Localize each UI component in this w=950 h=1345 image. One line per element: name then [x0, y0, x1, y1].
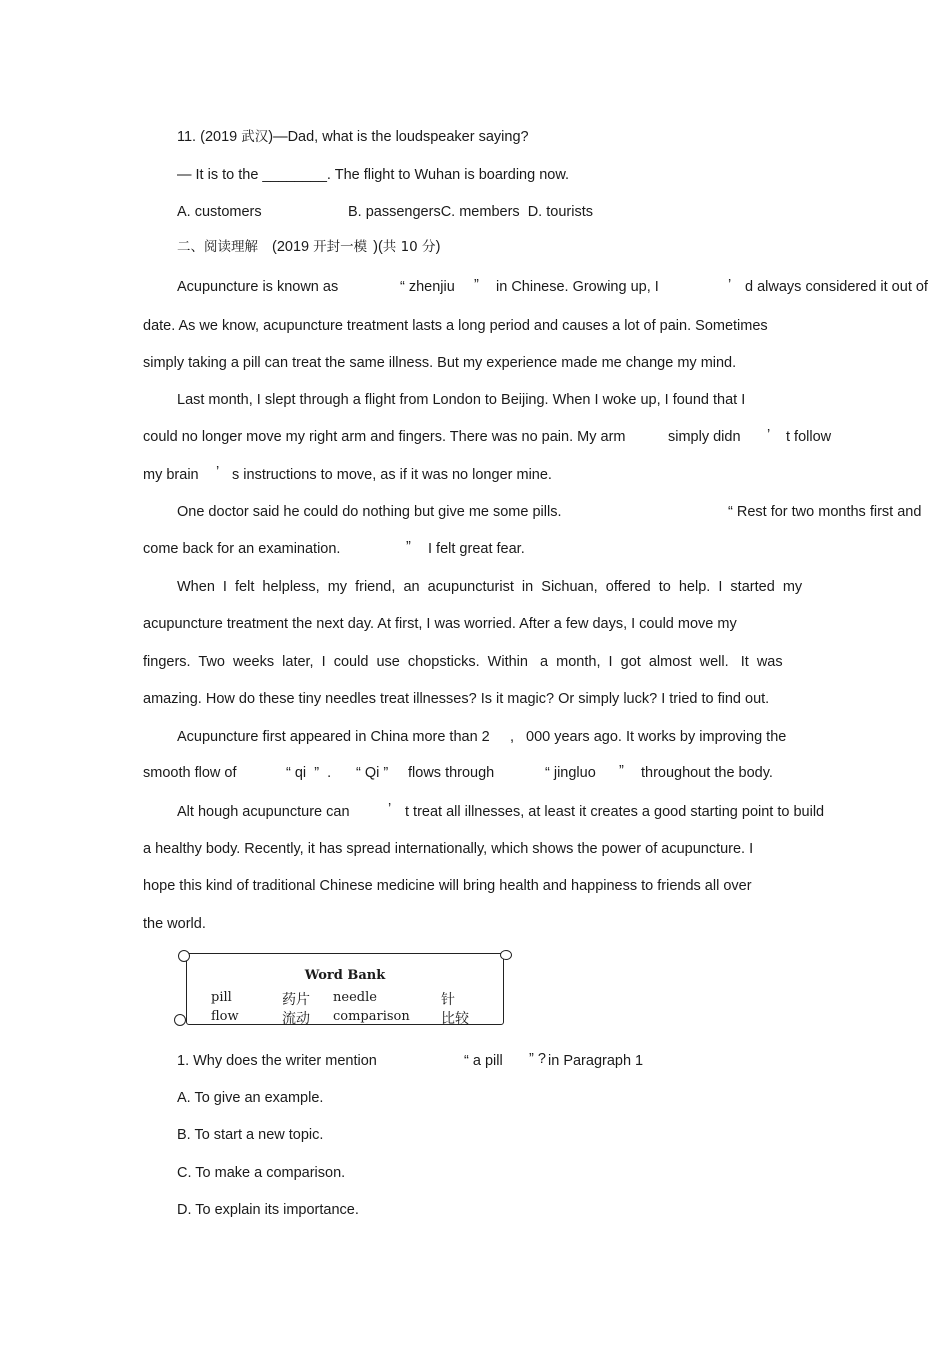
- passage-line: Acupuncture first appeared in China more than 2: [177, 729, 490, 745]
- word-bank-box: [186, 953, 504, 1025]
- passage-line: I felt great fear.: [428, 541, 525, 557]
- passage-line: simply didn: [668, 429, 741, 445]
- passage-line: could no longer move my right arm and fingers. There was no pain. My arm: [143, 429, 626, 445]
- q11-option-a: A. customers: [177, 204, 262, 220]
- passage-line: acupuncture treatment the next day. At first, I was worried. After a few days, I could move my: [143, 616, 737, 632]
- passage-apostrophe: ’: [388, 801, 392, 817]
- passage-line: “ Rest for two months first and: [728, 504, 922, 520]
- passage-line: hope this kind of traditional Chinese medicine will bring health and happiness to friends all over: [143, 878, 752, 894]
- passage-comma: ,: [510, 729, 515, 745]
- passage-line: flows through: [408, 765, 495, 781]
- passage-quote: “ qi ” .: [286, 765, 332, 781]
- question1-option-c: C. To make a comparison.: [177, 1165, 346, 1181]
- passage-line: s instructions to move, as if it was no longer mine.: [232, 467, 552, 483]
- word-bank-meaning: 针: [441, 992, 455, 1008]
- word-bank-meaning: 流动: [282, 1011, 310, 1027]
- passage-line: Acupuncture is known as: [177, 279, 339, 295]
- passage-line: fingers. Two weeks later, I could use chopsticks. Within a month, I got almost well. It was: [143, 654, 783, 670]
- q11-dialog: — It is to the ________. The flight to Wuhan is boarding now.: [177, 167, 570, 183]
- question1-quote-close: ” ?: [529, 1051, 546, 1067]
- passage-line: my brain: [143, 467, 199, 483]
- passage-quote-close: ”: [619, 763, 624, 779]
- passage-line: come back for an examination.: [143, 541, 341, 557]
- passage-line: d always considered it out of: [745, 279, 928, 295]
- passage-line: the world.: [143, 916, 206, 932]
- passage-line: 000 years ago. It works by improving the: [526, 729, 787, 745]
- passage-line: date. As we know, acupuncture treatment lasts a long period and causes a lot of pain. Sometimes: [143, 318, 768, 334]
- scroll-curl-icon: [178, 950, 190, 962]
- word-bank-word: comparison: [333, 1009, 410, 1024]
- passage-line: Last month, I slept through a flight from London to Beijing. When I woke up, I found that I: [177, 392, 746, 408]
- passage-quote: “ jingluo: [545, 765, 596, 781]
- scroll-curl-icon: [500, 950, 512, 960]
- word-bank-scroll: [178, 950, 512, 1028]
- passage-line: One doctor said he could do nothing but give me some pills.: [177, 504, 562, 520]
- question1-stem: 1. Why does the writer mention: [177, 1053, 377, 1069]
- section-heading: 二、阅读理解 (2019 开封一模 )(共 10 分): [177, 239, 441, 255]
- passage-quote-close: ”: [474, 277, 479, 293]
- word-bank-word: needle: [333, 990, 377, 1005]
- passage-quote-close: ”: [406, 539, 411, 555]
- passage-quote: “ zhenjiu: [400, 279, 455, 295]
- passage-line: simply taking a pill can treat the same illness. But my experience made me change my mind.: [143, 355, 737, 371]
- word-bank-meaning: 药片: [282, 992, 310, 1008]
- passage-line: smooth flow of: [143, 765, 237, 781]
- question1-stem: in Paragraph 1: [548, 1053, 644, 1069]
- question1-option-b: B. To start a new topic.: [177, 1127, 324, 1143]
- word-bank-meaning: 比较: [441, 1011, 469, 1027]
- q11-options-bcd: B. passengersC. members D. tourists: [348, 204, 593, 220]
- word-bank-word: flow: [211, 1009, 239, 1024]
- passage-line: in Chinese. Growing up, I: [496, 279, 659, 295]
- passage-line: When I felt helpless, my friend, an acupuncturist in Sichuan, offered to help. I started my: [177, 579, 803, 595]
- passage-apostrophe: ’: [728, 277, 732, 293]
- passage-line: amazing. How do these tiny needles treat illnesses? Is it magic? Or simply luck? I tried to find out.: [143, 691, 770, 707]
- passage-line: a healthy body. Recently, it has spread internationally, which shows the power of acupuncture. I: [143, 841, 754, 857]
- word-bank-title: Word Bank: [304, 968, 386, 983]
- question1-option-a: A. To give an example.: [177, 1090, 324, 1106]
- passage-quote: “ Qi ”: [356, 765, 389, 781]
- question1-quote: “ a pill: [464, 1053, 503, 1069]
- passage-line: t follow: [786, 429, 832, 445]
- question1-option-d: D. To explain its importance.: [177, 1202, 359, 1218]
- passage-line: throughout the body.: [641, 765, 773, 781]
- passage-apostrophe: ’: [216, 464, 220, 480]
- word-bank-word: pill: [211, 990, 232, 1005]
- q11-stem: 11. (2019 武汉)—Dad, what is the loudspeaker saying?: [177, 129, 529, 145]
- passage-line: t treat all illnesses, at least it creates a good starting point to build: [405, 804, 825, 820]
- scroll-curl-icon: [174, 1014, 186, 1026]
- passage-line: Alt hough acupuncture can: [177, 804, 350, 820]
- passage-apostrophe: ’: [767, 427, 771, 443]
